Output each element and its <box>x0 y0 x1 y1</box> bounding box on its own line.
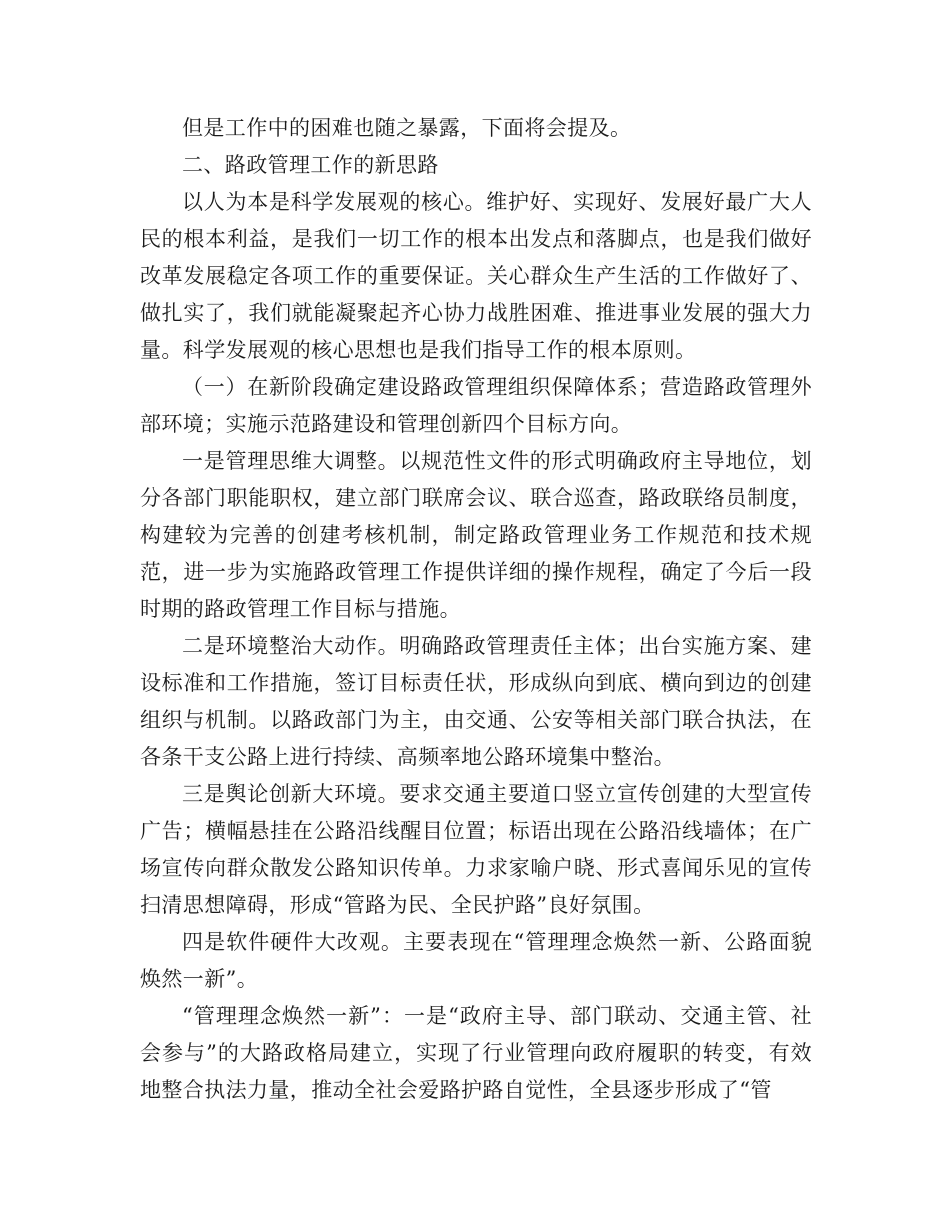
document-body <box>140 110 812 1109</box>
paragraph: 但是工作中的困难也随之暴露，下面将会提及。 <box>182 116 632 140</box>
paragraph: （一）在新阶段确定建设路政管理组织保障体系；营造路政管理外部环境；实施示范路建设和管理创新四个目标方向。 <box>140 375 812 436</box>
paragraph: 四是软件硬件大改观。主要表现在“管理理念焕然一新、公路面貌焕然一新”。 <box>140 930 812 991</box>
paragraph: 一是管理思维大调整。以规范性文件的形式明确政府主导地位，划分各部门职能职权，建立部门联席会议、联合巡查，路政联络员制度，构建较为完善的创建考核机制，制定路政管理业务工作规范和技术规范，进一步为实施路政管理工作提供详细的操作规程，确定了今后一段时期的路政管理工作目标与措施。 <box>140 449 812 621</box>
paragraph: “管理理念焕然一新”：一是“政府主导、部门联动、交通主管、社会参与”的大路政格局建立，实现了行业管理向政府履职的转变，有效地整合执法力量，推动全社会爱路护路自觉性，全县逐步形成了“管 <box>140 1004 812 1102</box>
paragraph: 三是舆论创新大环境。要求交通主要道口竖立宣传创建的大型宣传广告；横幅悬挂在公路沿线醒目位置；标语出现在公路沿线墙体；在广场宣传向群众散发公路知识传单。力求家喻户晓、形式喜闻乐见的宣传扫清思想障碍，形成“管路为民、全民护路”良好氛围。 <box>140 782 812 917</box>
section-heading: 二、路政管理工作的新思路 <box>182 153 439 177</box>
paragraph: 以人为本是科学发展观的核心。维护好、实现好、发展好最广大人民的根本利益，是我们一切工作的根本出发点和落脚点，也是我们做好改革发展稳定各项工作的重要保证。关心群众生产生活的工作做好了、做扎实了，我们就能凝聚起齐心协力战胜困难、推进事业发展的强大力量。科学发展观的核心思想也是我们指导工作的根本原则。 <box>140 190 812 362</box>
paragraph: 二是环境整治大动作。明确路政管理责任主体；出台实施方案、建设标准和工作措施，签订目标责任状，形成纵向到底、横向到边的创建组织与机制。以路政部门为主，由交通、公安等相关部门联合执法，在各条干支公路上进行持续、高频率地公路环境集中整治。 <box>140 634 812 769</box>
